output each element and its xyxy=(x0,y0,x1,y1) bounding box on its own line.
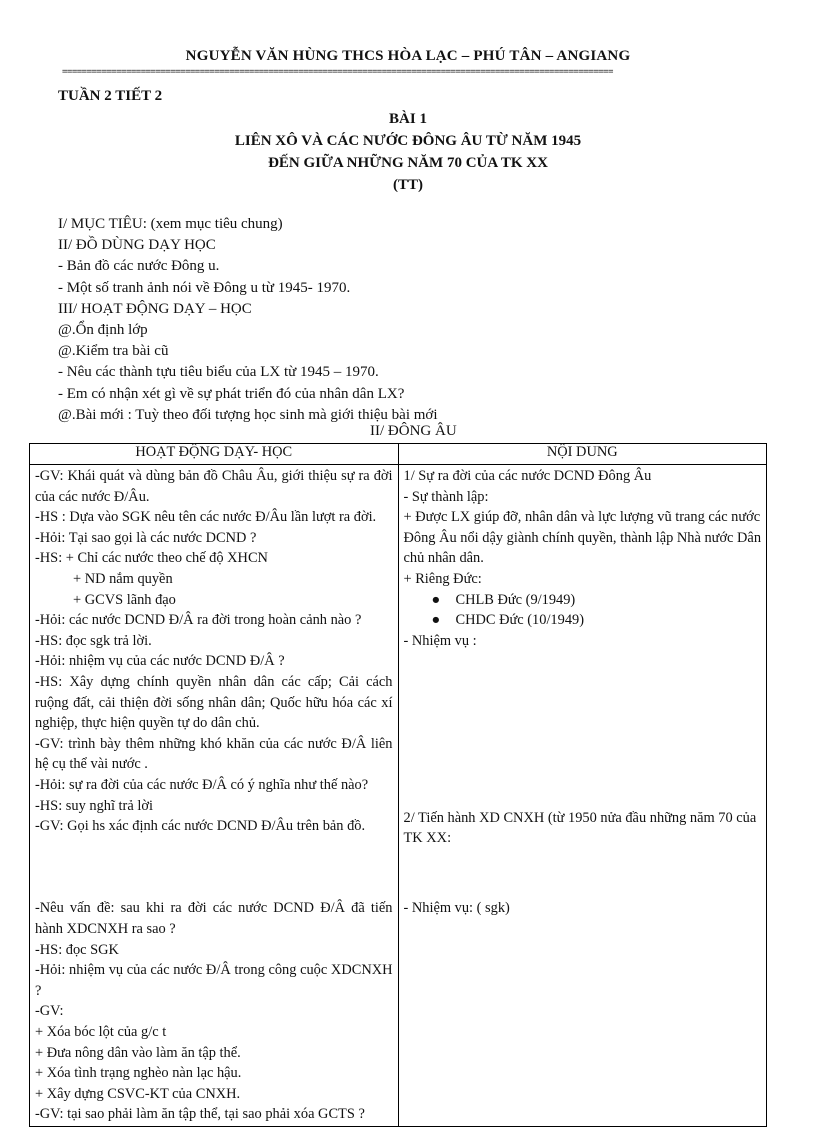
intro-section xyxy=(58,214,758,426)
table-row xyxy=(30,465,767,1127)
activity-line: -HS: đọc sgk trả lời. xyxy=(35,632,152,649)
column-header-content: NỘI DUNG xyxy=(398,444,767,465)
spacer xyxy=(404,869,762,890)
activity-line: -GV: trình bày thêm những khó khăn của các nước Đ/Â liên hệ cụ thể vài nước . xyxy=(35,735,393,773)
week-line: TUẦN 2 TIẾT 2 xyxy=(58,88,163,104)
intro-line: II/ ĐỒ DÙNG DẠY HỌC xyxy=(58,237,216,254)
bullet-item xyxy=(404,590,762,611)
activity-line: -Hỏi: các nước DCND Đ/Â ra đời trong hoàn cảnh nào ? xyxy=(35,612,362,629)
intro-line: I/ MỤC TIÊU: (xem mục tiêu chung) xyxy=(58,216,283,232)
lesson-title-line2: ĐẾN GIỮA NHỮNG NĂM 70 CỦA TK XX xyxy=(268,155,548,171)
content-line: + Riêng Đức: xyxy=(403,570,482,587)
intro-line: - Em có nhận xét gì về sự phát triển đó của nhân dân LX? xyxy=(58,385,405,402)
intro-line: @.Ổn định lớp xyxy=(58,322,148,339)
activity-line: + ND nắm quyền xyxy=(73,570,173,587)
column-header-activity: HOẠT ĐỘNG DẠY- HỌC xyxy=(30,444,399,465)
bullet-item xyxy=(404,610,762,631)
spacer xyxy=(404,890,762,898)
spacer xyxy=(404,713,762,734)
bullet-text: CHLB Đức (9/1949) xyxy=(455,591,576,608)
content-heading-2: 2/ Tiến hành XD CNXH (từ 1950 nửa đầu những năm 70 của TK XX: xyxy=(403,809,757,847)
activity-line: -HS: đọc SGK xyxy=(35,941,119,958)
bullet-icon: ● xyxy=(431,612,441,629)
intro-line: @.Bài mới : Tuỳ theo đối tượng học sinh mà giới thiệu bài mới xyxy=(58,406,438,423)
content-line: - Nhiệm vụ : xyxy=(403,632,477,649)
activity-line: -HS: suy nghĩ trả lời xyxy=(35,797,153,814)
intro-line: - Nêu các thành tựu tiêu biểu của LX từ 1945 – 1970. xyxy=(58,364,379,381)
activity-line: -GV: xyxy=(35,1003,64,1020)
lesson-number: BÀI 1 xyxy=(389,111,427,127)
lesson-table xyxy=(29,443,767,1127)
spacer xyxy=(404,754,762,775)
content-line: - Nhiệm vụ: ( sgk) xyxy=(403,899,510,916)
spacer xyxy=(35,857,393,878)
content-line: + Được LX giúp đỡ, nhân dân và lực lượng vũ trang các nước Đông Âu nổi dậy giành chính quyền, thành lập Nhà nước Dân chủ nhân dân. xyxy=(403,509,762,567)
content-line: - Sự thành lập: xyxy=(403,488,489,505)
lesson-titles xyxy=(0,108,816,196)
activity-line: + Xóa bóc lột của g/c t xyxy=(35,1024,167,1041)
content-heading-1: 1/ Sự ra đời của các nước DCND Đông Âu xyxy=(403,468,652,484)
activity-line: -GV: Gọi hs xác định các nước DCND Đ/Âu trên bản đồ. xyxy=(35,818,366,835)
spacer xyxy=(404,651,762,672)
activity-cell xyxy=(30,465,399,1127)
lesson-continued: (TT) xyxy=(393,177,423,193)
activity-line: + GCVS lãnh đạo xyxy=(73,591,176,608)
spacer xyxy=(35,837,393,858)
activity-line: -HS : Dựa vào SGK nêu tên các nước Đ/Âu lần lượt ra đời. xyxy=(35,509,377,526)
bullet-icon: ● xyxy=(431,591,441,608)
lesson-title-line1: LIÊN XÔ VÀ CÁC NƯỚC ĐÔNG ÂU TỪ NĂM 1945 xyxy=(234,133,582,149)
activity-line: -Nêu vấn đề: sau khi ra đời các nước DCND Đ/Â đã tiến hành XDCNXH ra sao ? xyxy=(35,900,393,938)
bullet-text: CHDC Đức (10/1949) xyxy=(455,612,585,629)
spacer xyxy=(404,796,762,808)
activity-line: -HS: + Chỉ các nước theo chế độ XHCN xyxy=(35,550,268,567)
activity-line: + Xây dựng CSVC-KT của CNXH. xyxy=(35,1085,241,1102)
spacer xyxy=(35,878,393,899)
activity-line: + Đưa nông dân vào làm ăn tập thể. xyxy=(35,1044,241,1061)
section-title: II/ ĐÔNG ÂU xyxy=(370,423,457,439)
spacer xyxy=(404,693,762,714)
spacer xyxy=(404,775,762,796)
activity-line: -Hỏi: sự ra đời của các nước Đ/Â có ý nghĩa như thế nào? xyxy=(35,776,369,793)
intro-line: - Bản đồ các nước Đông u. xyxy=(58,258,220,275)
activity-line: -GV: tại sao phải làm ăn tập thể, tại sao phải xóa GCTS ? xyxy=(35,1106,365,1123)
spacer xyxy=(404,672,762,693)
header-rule: ================================================================================================================ xyxy=(62,67,613,77)
intro-line: - Một số tranh ảnh nói về Đông u từ 1945- 1970. xyxy=(58,279,351,296)
activity-line: -GV: Khái quát và dùng bản đồ Châu Âu, giới thiệu sự ra đời của các nước Đ/Âu. xyxy=(35,468,393,505)
activity-line: + Xóa tình trạng nghèo nàn lạc hậu. xyxy=(35,1065,242,1082)
content-cell xyxy=(398,465,767,1127)
activity-line: -Hỏi: nhiệm vụ của các nước DCND Đ/Â ? xyxy=(35,653,285,670)
activity-line: -Hỏi: Tại sao gọi là các nước DCND ? xyxy=(35,529,257,546)
activity-line: -HS: Xây dựng chính quyền nhân dân các cấp; Cải cách ruộng đất, cải thiện đời sống nhân dân; Quốc hữu hóa các xí nghiệp, thực hiện quyền tự do dân chủ. xyxy=(35,673,393,732)
activity-line: -Hỏi: nhiệm vụ của các nước Đ/Â trong công cuộc XDCNXH ? xyxy=(35,962,393,999)
spacer xyxy=(404,849,762,870)
intro-line: @.Kiểm tra bài cũ xyxy=(58,343,169,360)
school-header: NGUYỄN VĂN HÙNG THCS HÒA LẠC – PHÚ TÂN – ANGIANG xyxy=(185,48,631,64)
intro-line: III/ HOẠT ĐỘNG DẠY – HỌC xyxy=(58,300,252,317)
table-header-row xyxy=(30,444,767,465)
spacer xyxy=(404,734,762,755)
